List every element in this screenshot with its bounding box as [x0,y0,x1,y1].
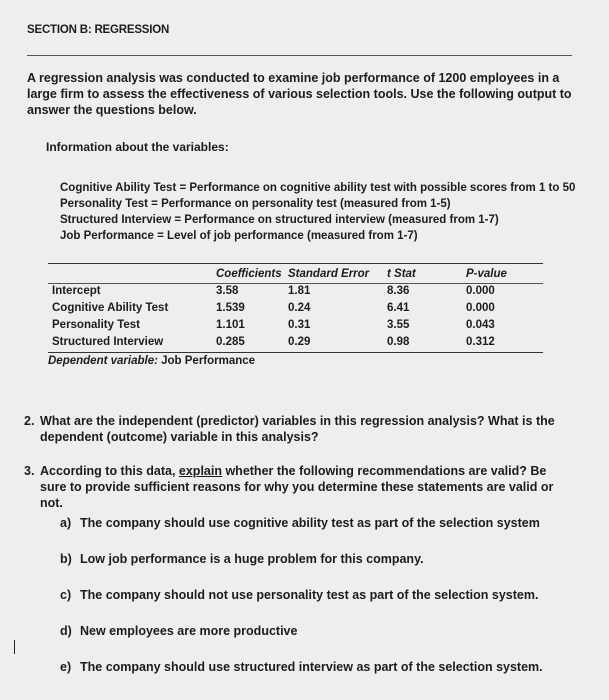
cell-t-stat: 8.36 [387,285,410,297]
question-3-post: whether the following recommendations are valid? Be sure to provide sufficient reasons for why you determine these statements are valid or not. [40,464,554,510]
cell-p-value: 0.043 [466,319,495,331]
cell-standard-error: 0.31 [288,319,311,331]
cell-standard-error: 0.29 [288,336,311,348]
option-d-letter: d) [60,624,72,638]
cell-standard-error: 0.24 [288,302,311,314]
option-c-letter: c) [60,588,72,602]
question-3-pre: According to this data, [40,464,179,478]
question-3-text [40,463,570,511]
header-standard-error: Standard Error [288,268,370,280]
header-t-stat: t Stat [387,268,416,280]
question-3-number: 3. [24,464,35,478]
table-bottom-rule [48,352,543,353]
table-footnote [48,355,255,367]
section-divider [27,55,572,56]
intro-rest: was conducted to examine job performance of 1200 employees in a large firm to assess the effectiveness of various selection tools. Use the following output to answer the questions below. [27,71,572,117]
option-e-text: The company should use structured interview as part of the selection system. [80,660,543,674]
cell-coefficient: 0.285 [216,336,245,348]
cell-p-value: 0.312 [466,336,495,348]
cell-coefficient: 3.58 [216,285,239,297]
variable-definition: Cognitive Ability Test = Performance on cognitive ability test with possible scores from 1 to 50 [60,182,576,194]
row-label: Cognitive Ability Test [52,302,169,314]
cell-t-stat: 3.55 [387,319,410,331]
footnote-label: Dependent variable: [48,355,158,367]
header-p-value: P-value [466,268,507,280]
section-title: SECTION B: REGRESSION [27,24,170,36]
header-coefficients: Coefficients [216,268,282,280]
cell-t-stat: 6.41 [387,302,410,314]
question-3-emphasis: explain [178,464,222,478]
text-cursor [14,640,15,654]
intro-lead: A regression analysis [27,71,156,85]
row-label: Structured Interview [52,336,164,348]
option-a-letter: a) [60,516,72,530]
cell-standard-error: 1.81 [288,285,311,297]
option-b-letter: b) [60,552,72,566]
option-e-letter: e) [60,660,72,674]
footnote-value: Job Performance [157,355,256,367]
question-2-text: What are the independent (predictor) variables in this regression analysis? What is the dependent (outcome) variable in this analysis? [40,414,555,444]
variable-definition: Job Performance = Level of job performance (measured from 1-7) [60,230,418,242]
cell-coefficient: 1.101 [216,319,245,331]
row-label: Personality Test [52,319,140,331]
variable-definition: Personality Test = Performance on personality test (measured from 1-5) [60,198,451,210]
variable-definition: Structured Interview = Performance on structured interview (measured from 1-7) [60,214,499,226]
row-label: Intercept [52,285,101,297]
question-2-number: 2. [24,414,35,428]
option-b-text: Low job performance is a huge problem for this company. [80,552,424,566]
option-c-text: The company should not use personality test as part of the selection system. [80,588,539,602]
option-d-text: New employees are more productive [80,624,298,638]
option-a-text: The company should use cognitive ability test as part of the selection system [80,516,540,530]
table-header-rule [48,283,543,284]
cell-t-stat: 0.98 [387,336,410,348]
cell-p-value: 0.000 [466,302,495,314]
cell-p-value: 0.000 [466,285,495,297]
info-title: Information about the variables: [46,140,229,154]
table-top-rule [48,263,543,264]
cell-coefficient: 1.539 [216,302,245,314]
intro-paragraph [27,70,577,118]
